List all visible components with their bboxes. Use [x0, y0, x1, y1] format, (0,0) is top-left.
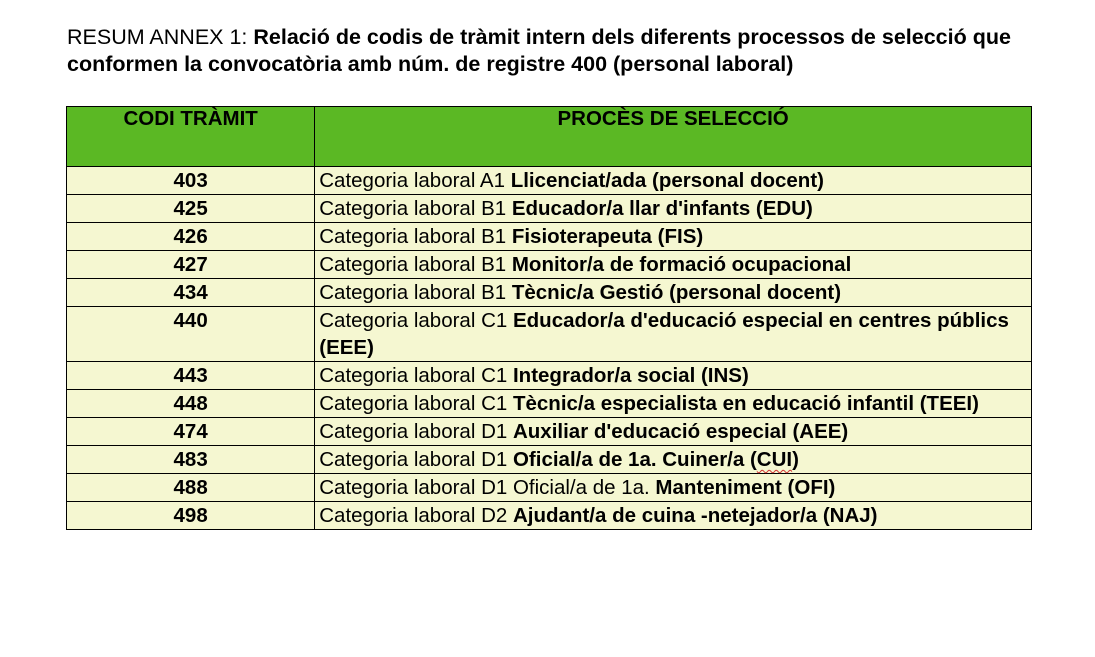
process-name: Ajudant/a de cuina -netejador/a (NAJ) [512, 504, 878, 527]
code-cell: 426 [67, 223, 315, 251]
process-category: Categoria laboral D1 [319, 448, 513, 471]
process-cell [315, 307, 1032, 362]
process-category: Categoria laboral C1 [319, 392, 513, 415]
process-category: Categoria laboral C1 [319, 364, 513, 387]
table-row [67, 418, 1032, 446]
table-row [67, 251, 1032, 279]
process-cell [315, 502, 1032, 530]
table-row [67, 167, 1032, 195]
header-process: PROCÈS DE SELECCIÓ [315, 107, 1032, 167]
process-category: Categoria laboral C1 [319, 309, 513, 332]
process-cell [315, 474, 1032, 502]
process-cell [315, 446, 1032, 474]
process-category: Categoria laboral B1 [319, 225, 512, 248]
process-name: Tècnic/a Gestió (personal docent) [511, 281, 842, 304]
process-name: Manteniment (OFI) [655, 476, 836, 499]
process-category: Categoria laboral D1 [319, 420, 513, 443]
process-category: Categoria laboral D1 Oficial/a de 1a. [319, 476, 656, 499]
selection-process-table [66, 106, 1032, 530]
process-name: Educador/a d'educació especial en centres públics (EEE) [319, 309, 1009, 359]
code-cell: 488 [67, 474, 315, 502]
table-row [67, 390, 1032, 418]
code-cell: 443 [67, 362, 315, 390]
code-cell: 474 [67, 418, 315, 446]
process-cell [315, 251, 1032, 279]
header-code: CODI TRÀMIT [67, 107, 315, 167]
process-name: Llicenciat/ada (personal docent) [510, 169, 824, 192]
process-name: Auxiliar d'educació especial (AEE) [512, 420, 849, 443]
table-row [67, 279, 1032, 307]
process-category: Categoria laboral D2 [319, 504, 513, 527]
process-cell [315, 167, 1032, 195]
code-cell: 483 [67, 446, 315, 474]
document-title [67, 24, 1067, 78]
code-cell: 403 [67, 167, 315, 195]
table-header-row [67, 107, 1032, 167]
code-cell: 427 [67, 251, 315, 279]
process-name: Oficial/a de 1a. Cuiner/a ( [512, 448, 757, 471]
table-row [67, 195, 1032, 223]
process-name: Fisioterapeuta (FIS) [511, 225, 704, 248]
code-cell: 448 [67, 390, 315, 418]
table-body [67, 167, 1032, 530]
process-cell [315, 418, 1032, 446]
process-name: Educador/a llar d'infants (EDU) [511, 197, 813, 220]
code-cell: 440 [67, 307, 315, 362]
table-row [67, 223, 1032, 251]
process-cell [315, 390, 1032, 418]
process-category: Categoria laboral B1 [319, 281, 512, 304]
code-cell: 425 [67, 195, 315, 223]
table-row [67, 307, 1032, 362]
spellcheck-flagged-text: CUI [756, 448, 793, 471]
process-name-suffix: ) [792, 448, 799, 471]
code-cell: 434 [67, 279, 315, 307]
process-name: Monitor/a de formació ocupacional [511, 253, 852, 276]
process-name: Integrador/a social (INS) [512, 364, 749, 387]
process-cell [315, 195, 1032, 223]
title-prefix: RESUM ANNEX 1: [67, 25, 254, 49]
title-bold-text: Relació de codis de tràmit intern dels diferents processos de selecció que conformen la convocatòria amb núm. de registre 400 (personal laboral) [67, 25, 1011, 76]
process-name: Tècnic/a especialista en educació infantil (TEEI) [512, 392, 979, 415]
table-row [67, 446, 1032, 474]
process-category: Categoria laboral B1 [319, 197, 512, 220]
code-cell: 498 [67, 502, 315, 530]
process-cell [315, 362, 1032, 390]
table-row [67, 502, 1032, 530]
table-row [67, 362, 1032, 390]
process-cell [315, 223, 1032, 251]
process-cell [315, 279, 1032, 307]
process-category: Categoria laboral B1 [319, 253, 512, 276]
process-category: Categoria laboral A1 [319, 169, 511, 192]
table-row [67, 474, 1032, 502]
